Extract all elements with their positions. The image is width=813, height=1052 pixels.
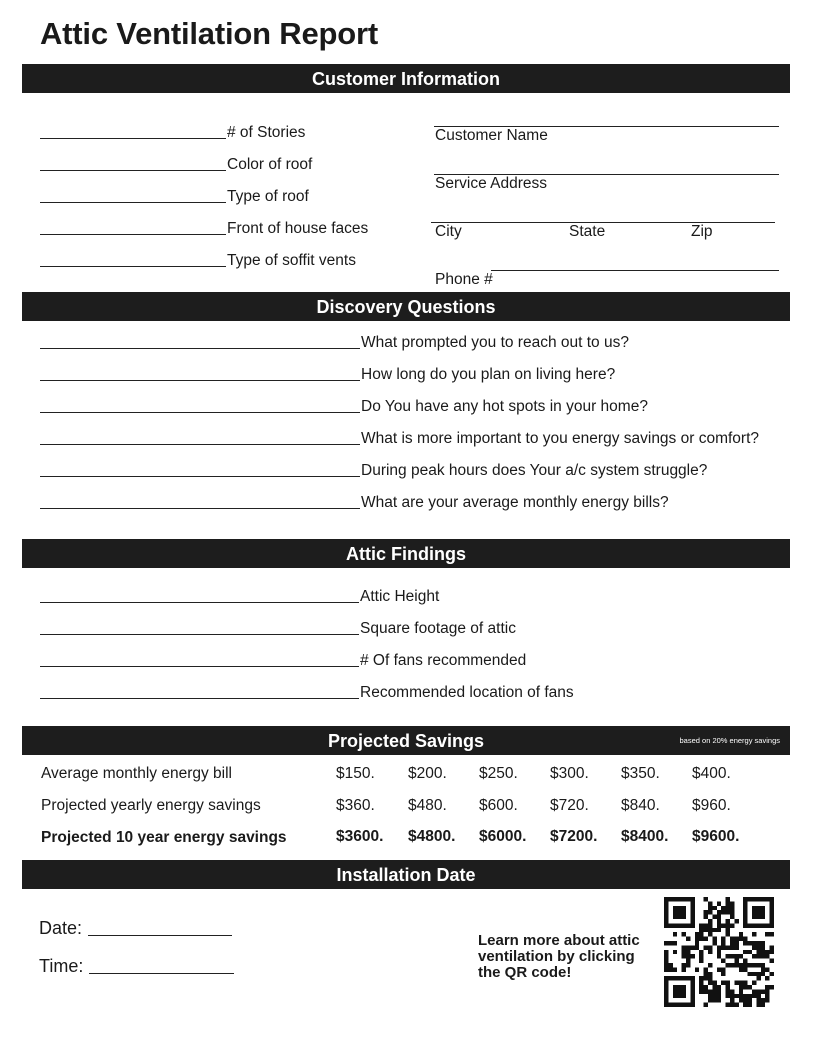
install-time-field[interactable] [39,956,234,977]
savings-value: $6000. [479,828,527,845]
savings-value: $480. [408,797,447,814]
savings-value: $8400. [621,828,669,845]
field-roof-color[interactable]: Color of roof [40,156,312,174]
finding-fans-recommended[interactable]: # Of fans recommended [40,652,526,670]
install-date-field[interactable] [39,918,232,939]
savings-row-label: Projected 10 year energy savings [41,829,287,846]
savings-row-label: Projected yearly energy savings [41,797,261,814]
question-savings-comfort[interactable]: What is more important to you energy savings or comfort? [40,430,759,448]
question-living-duration[interactable]: How long do you plan on living here? [40,366,615,384]
question-peak-hours[interactable]: During peak hours does Your a/c system struggle? [40,462,707,480]
section-header-savings [22,726,790,755]
page-title: Attic Ventilation Report [40,16,378,51]
finding-attic-height[interactable]: Attic Height [40,588,439,606]
service-address-label: Service Address [435,175,547,192]
field-house-faces[interactable]: Front of house faces [40,220,368,238]
field-soffit-vents[interactable]: Type of soffit vents [40,252,356,270]
finding-square-footage[interactable]: Square footage of attic [40,620,516,638]
savings-value: $600. [479,797,518,814]
savings-value: $960. [692,797,731,814]
savings-value: $4800. [408,828,456,845]
customer-name-label: Customer Name [435,127,548,144]
savings-value: $840. [621,797,660,814]
savings-value: $9600. [692,828,740,845]
date-label: Date: [39,918,83,938]
savings-value: $150. [336,765,375,782]
savings-row-label: Average monthly energy bill [41,765,232,782]
savings-title: Projected Savings [327,731,485,751]
question-energy-bills[interactable]: What are your average monthly energy bills? [40,494,669,512]
phone-line[interactable] [491,270,779,271]
savings-value: $7200. [550,828,598,845]
zip-label: Zip [691,223,713,240]
field-stories[interactable]: # of Stories [40,124,305,142]
savings-value: $200. [408,765,447,782]
savings-value: $3600. [336,828,384,845]
savings-value: $720. [550,797,589,814]
question-hot-spots[interactable]: Do You have any hot spots in your home? [40,398,648,416]
qr-caption: Learn more about attic ventilation by clicking the QR code! [478,932,640,981]
section-header-discovery: Discovery Questions [22,292,790,321]
field-roof-type[interactable]: Type of roof [40,188,309,206]
section-header-customer: Customer Information [22,64,790,93]
qr-code-icon[interactable] [664,897,774,1007]
section-header-findings: Attic Findings [22,539,790,568]
finding-fan-location[interactable]: Recommended location of fans [40,684,574,702]
savings-value: $250. [479,765,518,782]
savings-note: based on 20% energy savings [679,736,780,745]
question-reach-out[interactable]: What prompted you to reach out to us? [40,334,629,352]
savings-value: $300. [550,765,589,782]
savings-value: $400. [692,765,731,782]
savings-value: $350. [621,765,660,782]
savings-value: $360. [336,797,375,814]
phone-label: Phone # [435,271,493,288]
state-label: State [569,223,606,240]
time-label: Time: [39,956,84,976]
city-label: City [435,223,462,240]
section-header-installation: Installation Date [22,860,790,889]
